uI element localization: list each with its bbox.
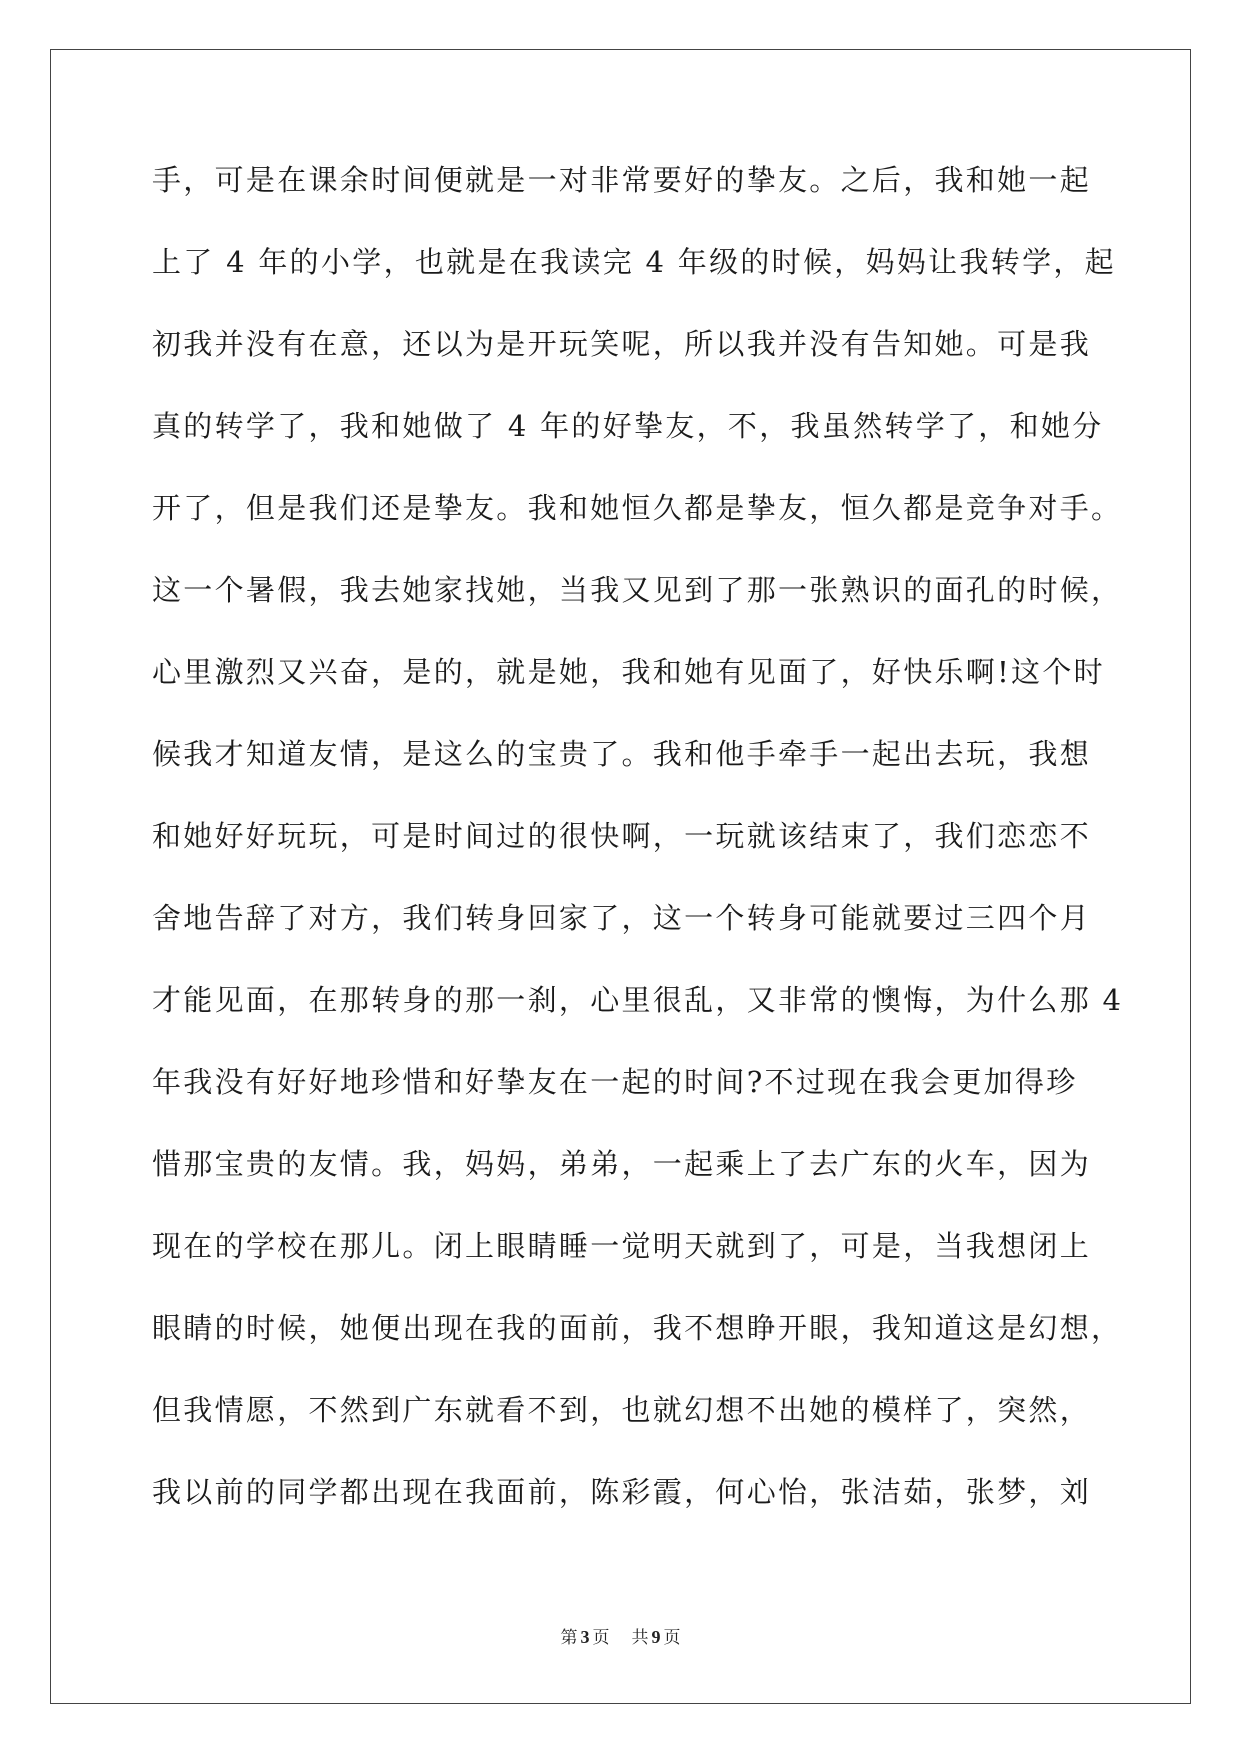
text-line: 现在的学校在那儿。闭上眼睛睡一觉明天就到了，可是，当我想闭上 <box>152 1229 1092 1263</box>
text-line: 上了 4 年的小学，也就是在我读完 4 年级的时候，妈妈让我转学，起 <box>152 245 1116 279</box>
text-line: 候我才知道友情，是这么的宝贵了。我和他手牵手一起出去玩，我想 <box>152 737 1092 771</box>
text-line: 但我情愿，不然到广东就看不到，也就幻想不出她的模样了，突然， <box>152 1393 1092 1427</box>
text-line: 初我并没有在意，还以为是开玩笑呢，所以我并没有告知她。可是我 <box>152 327 1092 361</box>
page-unit: 页 <box>592 1628 610 1648</box>
text-line: 和她好好玩玩，可是时间过的很快啊，一玩就该结束了，我们恋恋不 <box>152 819 1092 853</box>
text-line: 才能见面，在那转身的那一刹，心里很乱，又非常的懊悔，为什么那 4 <box>152 983 1124 1017</box>
body-text <box>152 160 1124 1554</box>
text-line: 我以前的同学都出现在我面前，陈彩霞，何心怡，张洁茹，张梦，刘 <box>152 1475 1092 1509</box>
text-line: 手，可是在课余时间便就是一对非常要好的挚友。之后，我和她一起 <box>152 163 1092 197</box>
total-page-number: 9 <box>651 1627 661 1647</box>
page-footer <box>0 1623 1241 1648</box>
text-line: 惜那宝贵的友情。我，妈妈，弟弟，一起乘上了去广东的火车，因为 <box>152 1147 1092 1181</box>
text-line: 开了，但是我们还是挚友。我和她恒久都是挚友，恒久都是竞争对手。 <box>152 491 1123 525</box>
current-page-number: 3 <box>580 1627 590 1647</box>
page-prefix: 第 <box>560 1628 578 1648</box>
text-line: 年我没有好好地珍惜和好挚友在一起的时间?不过现在我会更加得珍 <box>152 1065 1078 1099</box>
text-line: 舍地告辞了对方，我们转身回家了，这一个转身可能就要过三四个月 <box>152 901 1092 935</box>
text-line: 真的转学了，我和她做了 4 年的好挚友，不，我虽然转学了，和她分 <box>152 409 1104 443</box>
text-line: 眼睛的时候，她便出现在我的面前，我不想睁开眼，我知道这是幻想， <box>152 1311 1123 1345</box>
total-unit: 页 <box>663 1628 681 1648</box>
text-line: 这一个暑假，我去她家找她，当我又见到了那一张熟识的面孔的时候， <box>152 573 1123 607</box>
total-prefix: 共 <box>631 1628 649 1648</box>
text-line: 心里激烈又兴奋，是的，就是她，我和她有见面了，好快乐啊!这个时 <box>152 655 1105 689</box>
